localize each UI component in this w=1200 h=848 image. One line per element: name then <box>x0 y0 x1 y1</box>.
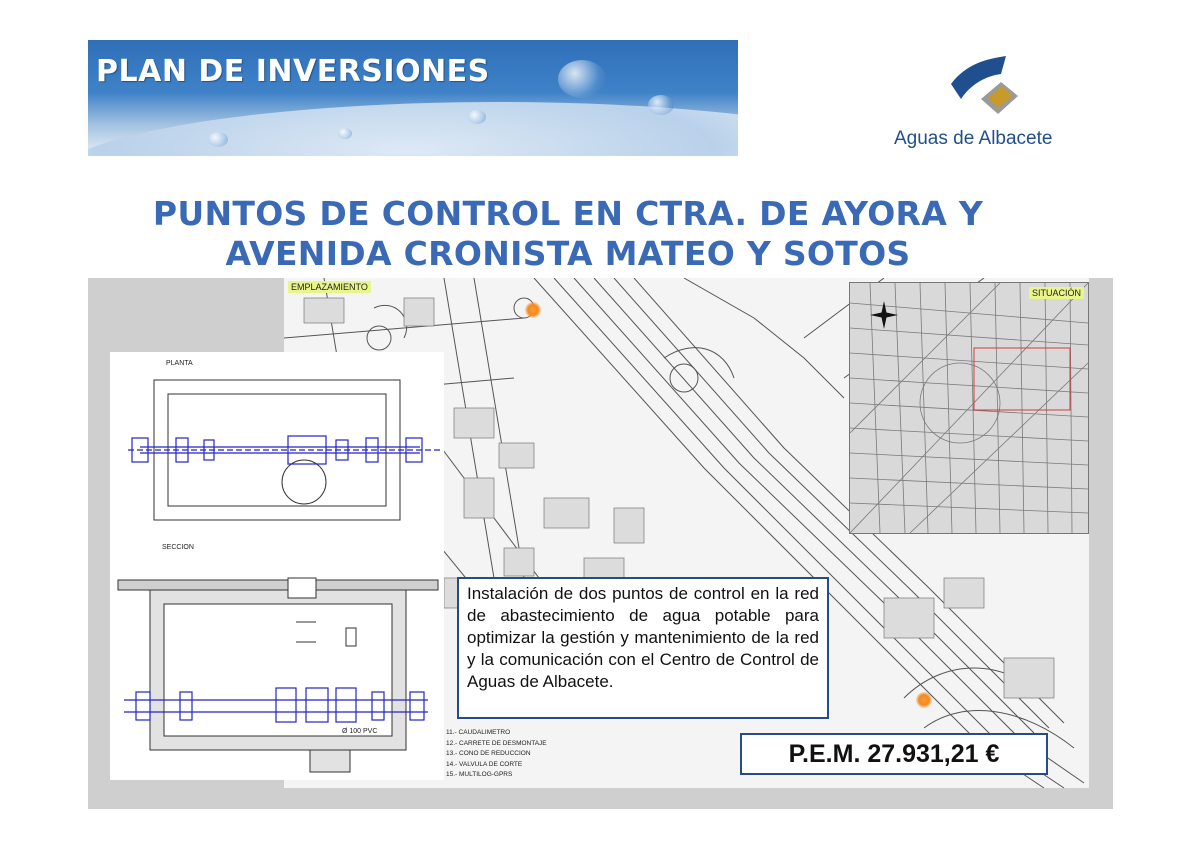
water-drop <box>338 128 352 139</box>
plan-label: PLANTA <box>166 360 193 367</box>
water-drop <box>468 110 486 124</box>
legend-item: 11.- CAUDALIMETRO <box>446 729 511 736</box>
control-point-marker <box>525 302 541 318</box>
section-title: PLAN DE INVERSIONES <box>96 54 490 89</box>
water-drop <box>208 132 228 147</box>
legend-item: 14.- VALVULA DE CORTE <box>446 760 523 768</box>
control-point-marker <box>916 692 932 708</box>
situacion-label: SITUACIÓN <box>1029 287 1084 299</box>
technical-drawing <box>110 352 444 780</box>
page-title <box>88 194 1048 274</box>
legend-item: 15.- MULTILOG-GPRS <box>446 771 513 778</box>
situation-map <box>849 282 1089 534</box>
header-banner <box>88 40 738 156</box>
logo-mark-icon <box>946 54 1026 124</box>
budget-box: P.E.M. 27.931,21 € <box>740 733 1048 775</box>
title-line-2: AVENIDA CRONISTA MATEO Y SOTOS <box>225 234 911 273</box>
legend-item: 13.- CONO DE REDUCCION <box>446 750 531 757</box>
section-label: SECCION <box>162 544 194 551</box>
emplazamiento-label: EMPLAZAMIENTO <box>288 281 371 293</box>
legend-item: 12.- CARRETE DE DESMONTAJE <box>446 739 547 747</box>
water-drop <box>558 60 606 98</box>
pipe-label: Ø 100 PVC <box>342 728 378 735</box>
drawing-legend <box>446 728 576 781</box>
description-box: Instalación de dos puntos de control en la red de abastecimiento de agua potable para optimizar la gestión y mantenimiento de la red y la comunicación con el Centro de Control de Aguas de Albacete. <box>457 577 829 719</box>
city-grid-drawing <box>850 283 1088 533</box>
banner-wave <box>88 102 738 156</box>
logo-text: Aguas de Albacete <box>894 128 1053 149</box>
water-drop <box>648 95 674 115</box>
company-logo <box>890 54 1080 154</box>
valve-chamber-drawing <box>110 352 444 780</box>
title-line-1: PUNTOS DE CONTROL EN CTRA. DE AYORA Y <box>152 194 984 233</box>
